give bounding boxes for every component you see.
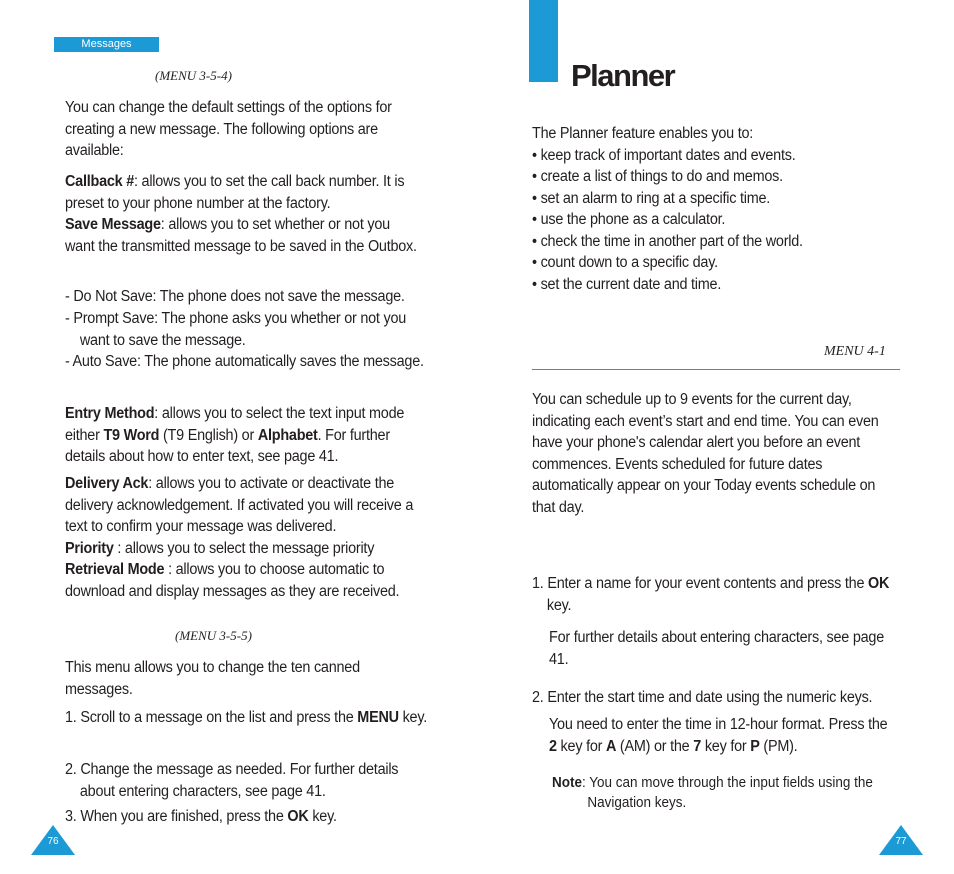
key-7: 7 — [693, 737, 702, 755]
right-step-2: 2. Enter the start time and date using the numeric keys. — [532, 689, 873, 706]
right-step-1-text: 1. Enter a name for your event contents and press the — [532, 575, 869, 592]
delivery-desc: : allows you to activate or deactivate the delivery acknowledgement. If activated you will receive a text to confirm your message was delivered. — [65, 475, 414, 536]
bullet-item: • set the current date and time. — [532, 276, 722, 293]
bullet-item: • keep track of important dates and events. — [532, 147, 796, 164]
left-step-3-text: 3. When you are finished, press the — [65, 808, 288, 825]
key-p: P — [750, 737, 760, 755]
retrieval-term: Retrieval Mode — [65, 561, 165, 578]
page-number-right: 77 — [895, 836, 907, 847]
priority-term: Priority — [65, 540, 114, 557]
right-step-1 — [532, 573, 900, 616]
menu-reference-2: (MENU 3-5-5) — [175, 628, 252, 643]
left-step-3-end: key. — [308, 808, 337, 825]
left-step-1-end: key. — [398, 709, 428, 726]
left-step-1 — [65, 707, 435, 729]
entry-desc-3: . For further details about how to enter text, see page 41. — [65, 426, 390, 466]
callback-term: Callback # — [65, 173, 134, 190]
t9-word: T9 Word — [103, 426, 160, 444]
left-step-1-text: 1. Scroll to a message on the list and press the — [65, 709, 358, 726]
step-2-note-text: (PM). — [759, 737, 798, 755]
save-option-2: - Prompt Save: The phone asks you whether or not you want to save the message. — [65, 310, 407, 349]
callback-desc: : allows you to set the call back number. It is preset to your phone number at the factory. — [65, 173, 405, 212]
delivery-ack-option — [65, 473, 420, 538]
schedule-paragraph: You can schedule up to 9 events for the current day, indicating each event’s start and end time. You can even have your phone's calendar alert you before an event commences. Events scheduled for future dates automatically appear on your Today events schedule on that day. — [532, 391, 879, 516]
note-block — [552, 773, 887, 813]
retrieval-desc: : allows you to choose automatic to download and display messages as they are received. — [65, 561, 400, 600]
step-2-note-text: key for — [701, 737, 751, 755]
entry-desc-2: (T9 English) or — [159, 426, 258, 444]
save-option-1: - Do Not Save: The phone does not save the message. — [65, 288, 405, 305]
bullet-item: • use the phone as a calculator. — [532, 211, 726, 228]
bullet-item: • count down to a specific day. — [532, 254, 718, 271]
bullet-item: • create a list of things to do and memos. — [532, 168, 783, 185]
priority-desc: : allows you to select the message priority — [113, 540, 375, 557]
right-step-2-note — [549, 714, 888, 757]
entry-term: Entry Method — [65, 405, 155, 422]
ok-key: OK — [287, 808, 309, 825]
canned-intro: This menu allows you to change the ten canned messages. — [65, 659, 360, 698]
menu-reference: (MENU 3-5-4) — [155, 68, 232, 83]
right-step-1-note: For further details about entering characters, see page 41. — [549, 629, 884, 668]
step-2-note-text: key for — [556, 737, 606, 755]
save-term: Save Message — [65, 216, 161, 233]
section-tab: Messages — [54, 37, 159, 52]
page-title: Planner — [571, 58, 675, 93]
alphabet: Alphabet — [257, 426, 318, 444]
delivery-term: Delivery Ack — [65, 475, 149, 492]
priority-option — [65, 538, 420, 560]
save-message-option — [65, 214, 420, 257]
note-text: : You can move through the input fields using the Navigation keys. — [581, 775, 873, 811]
save-option-3: - Auto Save: The phone automatically saves the message. — [65, 353, 424, 370]
key-a: A — [605, 737, 617, 755]
entry-desc: : allows you to select the text input mode either — [65, 405, 405, 444]
bullet-item: • set an alarm to ring at a specific time. — [532, 190, 771, 207]
retrieval-mode-option — [65, 559, 420, 602]
callback-option — [65, 171, 420, 214]
right-step-1-end: key. — [546, 596, 572, 614]
key-2: 2 — [549, 737, 557, 755]
note-label: Note — [552, 775, 582, 791]
menu-key: MENU — [357, 709, 399, 726]
ok-key: OK — [868, 575, 890, 592]
bullet-item: • check the time in another part of the world. — [532, 233, 803, 250]
left-step-2: 2. Change the message as needed. For further details about entering characters, see page 41. — [65, 761, 399, 800]
save-desc: : allows you to set whether or not you want the transmitted message to be saved in the Outbox. — [65, 216, 417, 255]
menu-reference-right: MENU 4-1 — [824, 344, 886, 359]
planner-intro: The Planner feature enables you to: — [532, 125, 754, 142]
entry-method-option — [65, 403, 420, 468]
step-2-note-text: (AM) or the — [616, 737, 694, 755]
section-rule — [532, 369, 900, 370]
title-accent-bar — [529, 0, 558, 82]
step-2-note-text: You need to enter the time in 12-hour format. Press the — [549, 716, 888, 733]
page-number-left: 76 — [47, 836, 59, 847]
intro-paragraph: You can change the default settings of the options for creating a new message. The following options are available: — [65, 99, 392, 160]
left-step-3 — [65, 806, 435, 828]
